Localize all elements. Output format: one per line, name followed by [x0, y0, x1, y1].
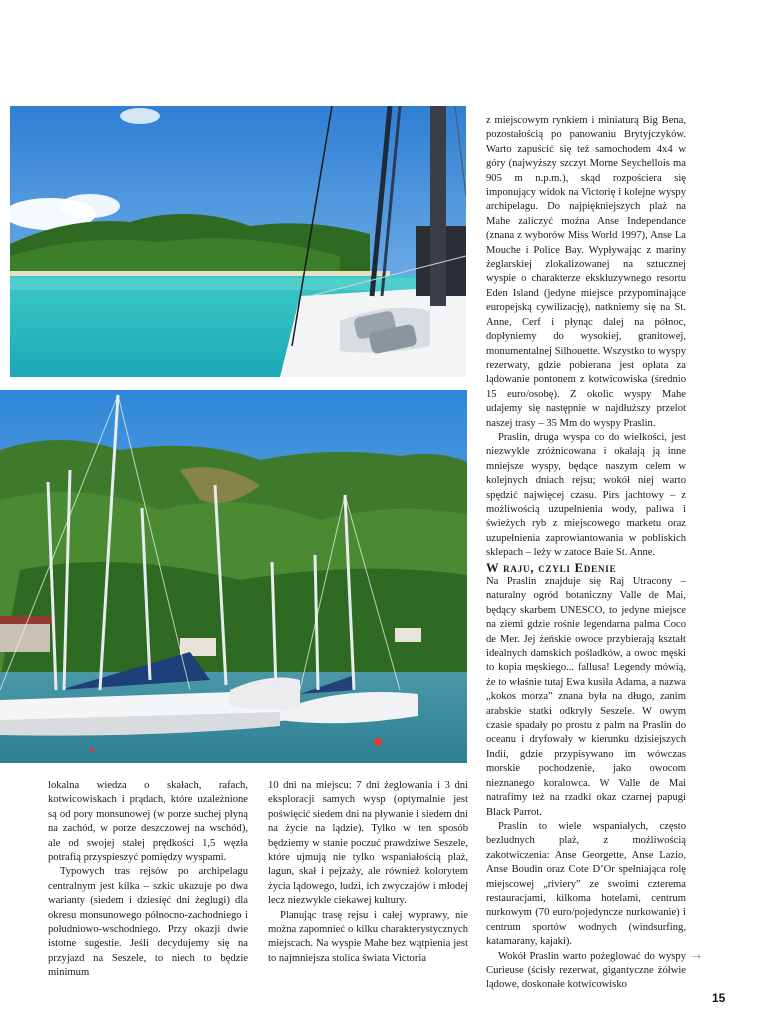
left-text-column-2: [268, 779, 468, 966]
sea-yacht-photo-icon: [10, 106, 466, 377]
page-number: 15: [712, 991, 726, 1005]
left-text-column-1: [48, 779, 248, 981]
right-text-column: [486, 114, 686, 993]
paragraph: Planując trasę rejsu i całej wyprawy, nie można zapomnieć o kilku charakterystycznych miejscach. Na wyspie Mahe bez wątpienia jest to najmniejsza stolica świata Victoria: [268, 909, 468, 964]
paragraph: Typowych tras rejsów po archipelagu centralnym jest kilka – szkic ukazuje po dwa warianty (siedem i dziesięć dni żeglugi) dla okresu monsunowego północno-zachodniego i południowo-wschodniego. Przy okazji dwie istotne sugestie. Jeśli decydujemy się na przyjazd na Seszele, to niech to będzie minimum: [48, 866, 248, 979]
paragraph: Wokół Praslin warto pożeglować do wyspy Curieuse (ścisły rezerwat, gigantyczne żółwie lądowe, doskonałe kotwicowisko: [486, 950, 686, 991]
continuation-arrow-icon: →: [692, 950, 702, 963]
sea-yacht-photo: [10, 106, 466, 377]
paragraph: Praslin to wiele wspaniałych, często bezludnych plaż, z możliwością zakotwiczenia: Anse Georgette, Anse Lazio, Anse Boudin oraz Cote D’Or spełniająca rolę miejscowej „riviery” ze swoimi czterema restauracjami, kilkoma hotelami, centrum nurkowym (70 euro/pojedyncze nurkowanie) i centrum sportów wodnych (windsurfing, katamarany, kajaki).: [486, 820, 686, 948]
marina-photo-icon: [0, 390, 467, 763]
paragraph: lokalna wiedza o skałach, rafach, kotwicowiskach i prądach, które uzależnione są od pory monsunowej (w porze suchej płyną na zachód, w porze deszczowej na wschód), ale od swojej stałej prędkości 1,5 węzła potrafią przyspieszyć pomiędzy wyspami.: [48, 780, 248, 864]
paragraph: z miejscowym rynkiem i miniaturą Big Bena, pozostałością po panowaniu Brytyjczyków. Warto zapuścić się też samochodem 4x4 w góry (najwyższy szczyt Morne Seychellois ma 905 m n.p.m.), skąd rozpościera się imponujący widok na Victorię i kolejne wyspy archipelagu. Do najpiękniejszych plaż na Mahe zaliczyć można Anse Independance (znana z wyborów Miss World 1997), Anse La Mouche i Police Bay. Wypływając z mariny żeglarskiej zlokalizowanej na sztucznej wyspie o charakterze ekskluzywnego resortu Eden Island (jedyne miejsce przypominające europejską cywilizację), natkniemy się na St. Anne, Cerf i płynąc dalej na północ, dopłyniemy do wysokiej, granitowej, monumentalnej Silhouette. Wszystko to wyspy rezerwaty, gdzie pobierana jest opłata za lądowanie pontonem z kotwicowiska (średnio 15 euro/osobę). Z okolic wyspy Mahe udajemy się następnie w najdłuższy przelot naszej trasy – 35 Mm do wyspy Praslin.: [486, 115, 686, 429]
paragraph: Na Praslin znajduje się Raj Utracony – naturalny ogród botaniczny Valle de Mai, będący skarbem UNESCO, to jedyne miejsce na ziemi gdzie rośnie legendarna palma Coco de Mer. Jej żeńskie owoce przybierają kształt idealnych damskich pośladków, a owoc męski to kopia męskiego... fallusa! Legendy mówią, że to właśnie tutaj Ewa kusiła Adama, a nazwa „kokos morza” znana była na długo, zanim arabskie statki odkryły Seszele. W owym czasie spadały po prostu z palm na Praslin do oceanu i dryfowały w kierunku dzisiejszych Indii, gdzie przypisywano im wówczas morskie pochodzenie, jako owocom nieznanego koralowca. W Valle de Mai natrafimy też na rzadki okaz czarnej papugi Black Parrot.: [486, 576, 686, 818]
paragraph: Praslin, druga wyspa co do wielkości, jest niezwykle zróżnicowana i okalają ją inne mniejsze wyspy, będące naszym celem w kolejnych dniach rejsu; wokół niej warto spędzić najwięcej czasu. Pirs jachtowy – z możliwością uzupełnienia wody, paliwa i świeżych ryb z miejscowego marketu oraz uzupełnienia zaprowiantowania w pobliskich sklepach – leży w zatoce Baie St. Anne.: [486, 431, 686, 559]
section-heading: W raju, czyli Edenie: [486, 560, 617, 575]
paragraph: 10 dni na miejscu: 7 dni żeglowania i 3 dni eksploracji samych wysp (optymalnie jest poświęcić siedem dni na pływanie i siedem dni na życie na lądzie). Tylko w ten sposób będziemy w stanie poczuć prawdziwe Seszele, które ujmują nie tylko wspaniałością plaż, lagun, skał i pejzaży, ale również kolorytem życia lądowego, ludzi, ich zwyczajów i młodej lecz niezwykle ciekawej kultury.: [268, 780, 468, 907]
marina-photo: [0, 390, 467, 763]
